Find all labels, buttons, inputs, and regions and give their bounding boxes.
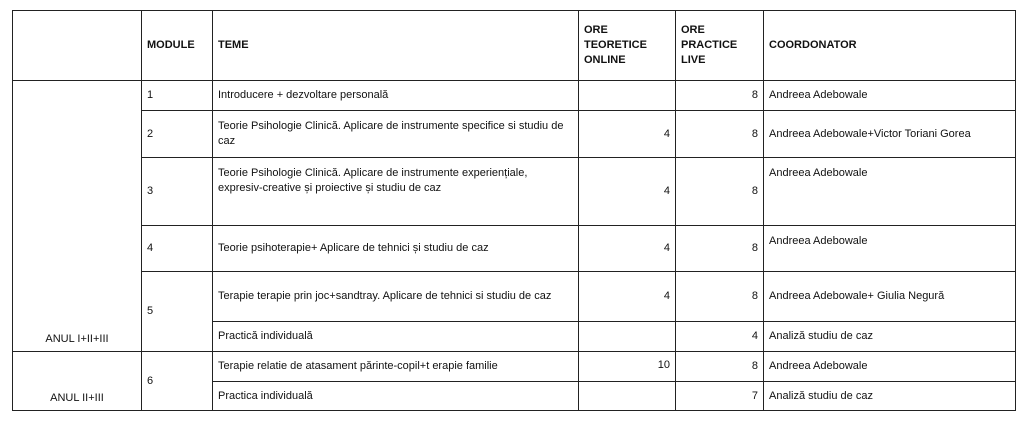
ore-teoretice-header: ORE TEORETICE ONLINE xyxy=(579,11,676,81)
curriculum-table xyxy=(12,10,1016,411)
ore-live-cell: 8 xyxy=(676,111,764,158)
coordonator-cell: Andreea Adebowale xyxy=(764,81,1016,111)
tema-cell: Teorie Psihologie Clinică. Aplicare de instrumente experiențiale, expresiv-creative și proiective și studiu de caz xyxy=(213,158,579,226)
year-group-label: ANUL II+III xyxy=(13,352,142,411)
ore-online-cell: 10 xyxy=(579,352,676,382)
ore-online-cell: 4 xyxy=(579,272,676,322)
ore-online-cell: 4 xyxy=(579,226,676,272)
ore-online-cell xyxy=(579,322,676,352)
tema-cell: Terapie relatie de atasament părinte-copil+t erapie familie xyxy=(213,352,579,382)
module-cell: 5 xyxy=(142,272,213,352)
ore-live-cell: 8 xyxy=(676,352,764,382)
table-row xyxy=(13,111,1016,158)
coordonator-cell: Analiză studiu de caz xyxy=(764,382,1016,411)
ore-live-cell: 8 xyxy=(676,81,764,111)
table-row xyxy=(13,352,1016,382)
coordonator-cell: Andreea Adebowale xyxy=(764,352,1016,382)
ore-online-cell xyxy=(579,382,676,411)
module-cell: 4 xyxy=(142,226,213,272)
coordonator-cell: Andreea Adebowale xyxy=(764,158,1016,226)
module-header: MODULE xyxy=(142,11,213,81)
coordonator-cell: Analiză studiu de caz xyxy=(764,322,1016,352)
ore-online-cell: 4 xyxy=(579,158,676,226)
teme-header: TEME xyxy=(213,11,579,81)
ore-live-cell: 8 xyxy=(676,272,764,322)
coordonator-cell: Andreea Adebowale+ Giulia Negură xyxy=(764,272,1016,322)
coordonator-header: COORDONATOR xyxy=(764,11,1016,81)
tema-cell: Practică individuală xyxy=(213,322,579,352)
module-cell: 1 xyxy=(142,81,213,111)
table-row xyxy=(13,272,1016,322)
ore-practice-header: ORE PRACTICE LIVE xyxy=(676,11,764,81)
tema-cell: Teorie Psihologie Clinică. Aplicare de instrumente specifice si studiu de caz xyxy=(213,111,579,158)
table-row xyxy=(13,81,1016,111)
tema-cell: Teorie psihoterapie+ Aplicare de tehnici și studiu de caz xyxy=(213,226,579,272)
tema-cell: Terapie terapie prin joc+sandtray. Aplicare de tehnici si studiu de caz xyxy=(213,272,579,322)
ore-live-cell: 4 xyxy=(676,322,764,352)
module-cell: 6 xyxy=(142,352,213,411)
year-header-cell xyxy=(13,11,142,81)
ore-online-cell: 4 xyxy=(579,111,676,158)
ore-live-cell: 8 xyxy=(676,226,764,272)
module-cell: 2 xyxy=(142,111,213,158)
table-row xyxy=(13,158,1016,226)
ore-live-cell: 8 xyxy=(676,158,764,226)
module-cell: 3 xyxy=(142,158,213,226)
ore-online-cell xyxy=(579,81,676,111)
coordonator-cell: Andreea Adebowale xyxy=(764,226,1016,272)
tema-cell: Introducere + dezvoltare personală xyxy=(213,81,579,111)
coordonator-cell: Andreea Adebowale+Victor Toriani Gorea xyxy=(764,111,1016,158)
year-group-label: ANUL I+II+III xyxy=(13,81,142,352)
table-row xyxy=(13,226,1016,272)
tema-cell: Practica individuală xyxy=(213,382,579,411)
header-row xyxy=(13,11,1016,81)
ore-live-cell: 7 xyxy=(676,382,764,411)
